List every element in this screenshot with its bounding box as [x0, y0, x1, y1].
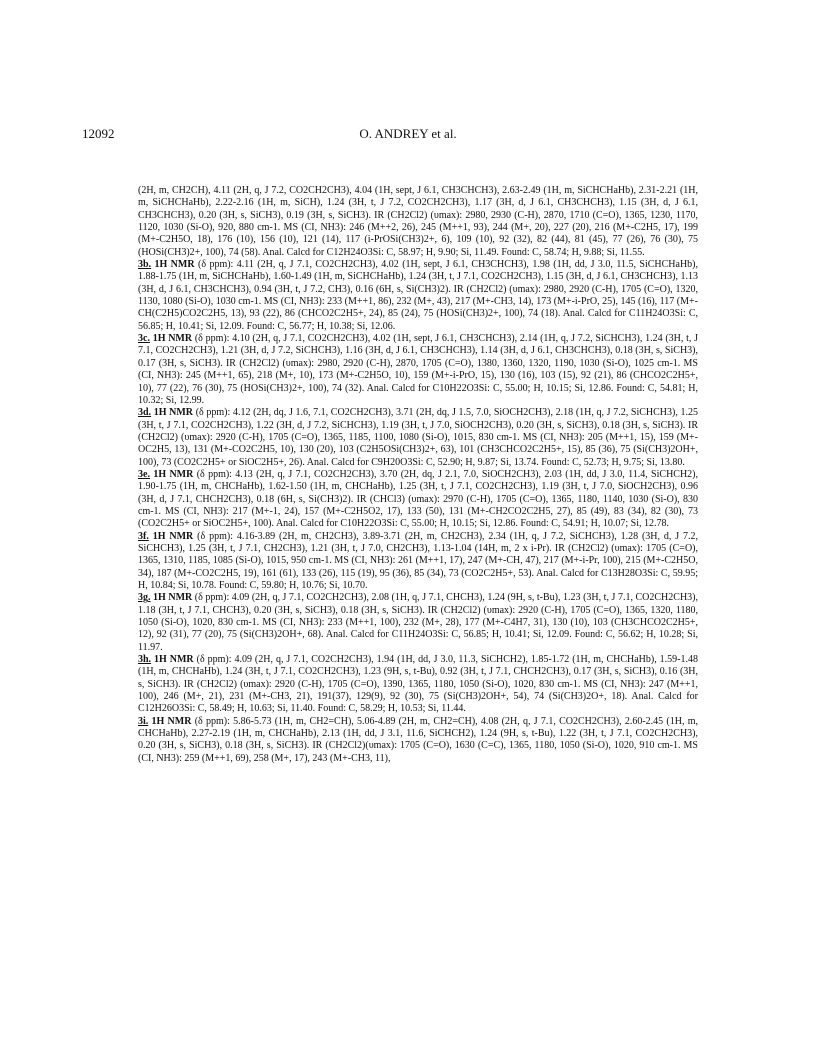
paragraph-3f	[138, 531, 698, 593]
paragraph-3d	[138, 407, 698, 469]
paragraph-text: (δ ppm): 4.12 (2H, dq, J 1.6, 7.1, CO2CH2CH3), 3.71 (2H, dq, J 1.5, 7.0, SiOCH2CH3), 2.18 (1H, q, J 7.2, SiCHCH3), 1.25 (3H, t, J 7.1, CO2CH2CH3), 1.22 (3H, d, J 7.2, SiCHCH3), 1.19 (3H, t, J 7.0, SiOCH2CH3), 0.20 (3H, s, SiCH3), 0.18 (3H, s, SiCH3). IR (CH2Cl2) (υmax): 2920 (C-H), 1705 (C=O), 1365, 1185, 1100, 1080 (Si-O), 1015, 830 cm-1. MS (CI, NH3): 205 (M++1, 15), 159 (M+-OC2H5, 13), 131 (M+-CO2C2H5, 10), 130 (20), 103 (C2H5OSi(CH3)2+, 63), 101 (CH3CHCO2C2H5+, 15), 85 (36), 75 (Si(CH3)2OH+, 100), 73 (CO2C2H5+ or SiOC2H5+, 26). Anal. Calcd for C9H20O3Si: C, 52.90; H, 9.87; Si, 13.74. Found: C, 52.73; H, 9.75; Si, 13.80.	[138, 407, 698, 468]
running-head: O. ANDREY et al.	[359, 126, 457, 141]
compound-id: 3g.	[138, 592, 151, 604]
nmr-label: 1H NMR	[153, 468, 194, 480]
page-header	[82, 126, 734, 144]
paragraph-text: (δ ppm): 5.86-5.73 (1H, m, CH2=CH), 5.06-4.89 (2H, m, CH2=CH), 4.08 (2H, q, J 7.1, CO2CH2CH3), 2.60-2.45 (1H, m, CHCHaHb), 2.27-2.19 (1H, m, CHCHaHb), 2.13 (1H, dd, J 3.1, 11.6, SiCHCH2), 1.24 (9H, s, t-Bu), 1.22 (3H, t, J 7.1, CO2CH2CH3), 0.20 (3H, s, SiCH3), 0.18 (3H, s, SiCH3). IR (CH2Cl2)(υmax): 1705 (C=O), 1630 (C=C), 1365, 1180, 1050 (Si-O), 1020, 910 cm-1. MS (CI, NH3): 259 (M++1, 69), 258 (M+, 17), 243 (M+-CH3, 11),	[138, 715, 698, 764]
compound-id: 3f.	[138, 530, 149, 542]
paragraph-3g	[138, 592, 698, 654]
paragraph-text: (δ ppm): 4.10 (2H, q, J 7.1, CO2CH2CH3), 4.02 (1H, sept, J 6.1, CH3CHCH3), 2.14 (1H, q, J 7.2, SiCHCH3), 1.24 (3H, t, J 7.1, CO2CH2CH3), 1.21 (3H, d, J 7.2, SiCHCH3), 1.16 (3H, d, J 6.1, CH3CHCH3), 1.14 (3H, d, J 6.1, CH3CHCH3), 0.18 (3H, s, SiCH3), 0.17 (3H, s, SiCH3). IR (CH2Cl2) (υmax): 2980, 2920 (C-H), 2870, 1705 (C=O), 1380, 1360, 1320, 1190, 1030 (Si-O), 1025 cm-1. MS (CI, NH3): 245 (M++1, 65), 218 (M+, 10), 173 (M+-C2H5O, 10), 159 (M+-i-PrO, 15), 130 (16), 103 (15), 92 (21), 86 (CHCO2C2H5+, 10), 77 (22), 76 (30), 75 (HOSi(CH3)2+, 100), 74 (32). Anal. Calcd for C10H22O3Si: C, 55.00; H, 10.15; Si, 12.86. Found: C, 54.81; H, 10.32; Si, 12.99.	[138, 333, 699, 406]
paragraph-text: (δ ppm): 4.09 (2H, q, J 7.1, CO2CH2CH3), 2.08 (1H, q, J 7.1, CHCH3), 1.24 (9H, s, t-Bu), 1.23 (3H, t, J 7.1, CO2CH2CH3), 1.18 (3H, t, J 7.1, CHCH3), 0.20 (3H, s, SiCH3), 0.18 (3H, s, SiCH3). IR (CH2Cl2) (υmax): 2920 (C-H), 1705 (C=O), 1365, 1320, 1180, 1050 (Si-O), 1020, 830 cm-1. MS (CI, NH3): 233 (M++1, 100), 232 (M+, 28), 177 (M+-C4H7, 31), 130 (10), 103 (CH3CHCO2C2H5+, 12), 92 (31), 77 (20), 75 (Si(CH3)2OH+, 68). Anal. Calcd for C11H24O3Si: C, 56.85; H, 10.41; Si, 12.09. Found: C, 56.62; H, 10.28; Si, 11.97.	[138, 592, 698, 653]
paragraph-3e	[138, 469, 698, 531]
paragraph-3h	[138, 654, 698, 716]
nmr-label: 1H NMR	[152, 530, 194, 542]
paragraph-text: (δ ppm): 4.09 (2H, q, J 7.1, CO2CH2CH3), 1.94 (1H, dd, J 3.0, 11.3, SiCHCH2), 1.85-1.72 (1H, m, CHCHaHb), 1.59-1.48 (1H, m, CHCHaHb), 1.24 (3H, t, J 7.1, CO2CH2CH3), 1.23 (9H, s, t-Bu), 0.92 (3H, t, J 7.1, CHCH2CH3), 0.17 (3H, s, SiCH3), 0.16 (3H, s, SiCH3). IR (CH2Cl2) (υmax): 2920 (C-H), 1705 (C=O), 1390, 1365, 1180, 1050 (Si-O), 1020, 830 cm-1. MS (CI, NH3): 247 (M++1, 100), 246 (M+, 21), 231 (M+-CH3, 21), 191(37), 129(9), 92 (30), 75 (Si(CH3)2OH+, 54), 74 (Si(CH3)2O+, 18). Anal. Calcd for C12H26O3Si: C, 58.49; H, 10.63; Si, 11.40. Found: C, 58.29; H, 10.53; Si, 11.44.	[138, 654, 699, 715]
nmr-label: 1H NMR	[154, 259, 195, 271]
compound-id: 3d.	[138, 407, 152, 419]
paragraph-3b	[138, 259, 698, 333]
compound-id: 3b.	[138, 259, 152, 271]
nmr-label: 1H NMR	[153, 407, 194, 419]
compound-id: 3e.	[138, 468, 150, 480]
paragraph-3i	[138, 716, 698, 765]
compound-id: 3c.	[138, 333, 150, 345]
paragraph-text: (δ ppm): 4.13 (2H, q, J 7.1, CO2CH2CH3), 3.70 (2H, dq, J 2.1, 7.0, SiOCH2CH3), 2.03 (1H, dd, J 3.0, 11.4, SiCHCH2), 1.90-1.75 (1H, m, CHCHaHb), 1.62-1.50 (1H, m, CHCHaHb), 1.25 (3H, t, J 7.1, CO2CH2CH3), 1.19 (3H, t, J 7.0, SiOCH2CH3), 0.96 (3H, d, J 7.1, CHCH2CH3), 0.18 (6H, s, Si(CH3)2). IR (CHCl3) (υmax): 2970 (C-H), 1705 (C=O), 1365, 1180, 1140, 1030 (Si-O), 830 cm-1. MS (CI, NH3): 217 (M+-1, 24), 157 (M+-C2H5O2, 17), 133 (50), 131 (M+-CH2CO2C2H5, 27), 85 (49), 83 (34), 82 (30), 73 (CO2C2H5+ or SiOC2H5+, 100). Anal. Calcd for C10H22O3Si: C, 55.00; H, 10.15; Si, 12.86. Found: C, 54.91; H, 10.07; Si, 12.78.	[138, 468, 699, 530]
paragraph-3a-continuation	[138, 185, 698, 259]
experimental-data-body	[138, 185, 698, 765]
nmr-label: 1H NMR	[152, 333, 193, 345]
nmr-label: 1H NMR	[151, 715, 192, 727]
paragraph-3c	[138, 333, 698, 407]
compound-id: 3i.	[138, 715, 149, 727]
nmr-label: 1H NMR	[154, 654, 194, 666]
page-number: 12092	[82, 126, 115, 141]
paragraph-text: (δ ppm): 4.11 (2H, q, J 7.1, CO2CH2CH3), 4.02 (1H, sept, J 6.1, CH3CHCH3), 1.98 (1H, dd, J 3.0, 11.5, SiCHCHaHb), 1.88-1.75 (1H, m, SiCHCHaHb), 1.60-1.49 (1H, m, SiCHCHaHb), 1.24 (3H, t, J 7.1, CO2CH2CH3), 1.15 (3H, d, J 6.1, CH3CHCH3), 1.13 (3H, d, J 6.1, CH3CHCH3), 0.94 (3H, t, J 7.2, CH3), 0.16 (6H, s, Si(CH3)2). IR (CH2Cl2) (υmax): 2980, 2920 (C-H), 1705 (C=O), 1320, 1130, 1080 (Si-O), 1030 cm-1. MS (CI, NH3): 233 (M++1, 86), 232 (M+, 43), 217 (M+-CH3, 14), 173 (M+-i-PrO, 25), 145 (16), 117 (M+-CH(C2H5)CO2C2H5, 13), 93 (22), 86 (CHCO2C2H5+, 24), 85 (24), 75 (HOSi(CH3)2+, 100), 74 (18). Anal. Calcd for C11H24O3Si: C, 56.85; H, 10.41; Si, 12.09. Found: C, 56.77; H, 10.38; Si, 12.06.	[138, 259, 699, 332]
paragraph-text: (δ ppm): 4.16-3.89 (2H, m, CH2CH3), 3.89-3.71 (2H, m, CH2CH3), 2.34 (1H, q, J 7.2, SiCHCH3), 1.28 (3H, d, J 7.2, SiCHCH3), 1.25 (3H, t, J 7.1, CH2CH3), 1.21 (3H, t, J 7.0, CH2CH3), 1.13-1.04 (14H, m, 2 x i-Pr). IR (CH2Cl2) (υmax): 1705 (C=O), 1365, 1310, 1185, 1085 (Si-O), 1015, 950 cm-1. MS (CI, NH3): 261 (M++1, 17), 247 (M+-CH, 47), 217 (M+-i-Pr, 100), 215 (M+-C2H5O, 34), 187 (M+-CO2C2H5, 19), 161 (61), 133 (26), 115 (19), 95 (36), 85 (34), 73 (CO2C2H5+, 53). Anal. Calcd for C13H28O3Si: C, 59.95; H, 10.84; Si, 10.78. Found: C, 59.80; H, 10.76; Si, 10.70.	[138, 530, 699, 591]
paragraph-text: (2H, m, CH2CH), 4.11 (2H, q, J 7.2, CO2CH2CH3), 4.04 (1H, sept, J 6.1, CH3CHCH3), 2.63-2.49 (1H, m, SiCHCHaHb), 2.31-2.21 (1H, m, SiCHCHaHb), 2.22-2.16 (1H, m, SiCH), 1.24 (3H, t, J 7.2, CO2CH2CH3), 1.17 (3H, d, J 6.1, CH3CHCH3), 1.15 (3H, d, J 6.1, CH3CHCH3), 0.20 (3H, s, SiCH3), 0.19 (3H, s, SiCH3). IR (CH2Cl2) (υmax): 2980, 2930 (C-H), 2870, 1710 (C=O), 1365, 1230, 1170, 1120, 1030 (Si-O), 920, 880 cm-1. MS (CI, NH3): 246 (M++2, 26), 245 (M++1, 93), 244 (M+, 20), 227 (20), 216 (M+-C2H5, 17), 199 (M+-C2H5O, 18), 176 (10), 156 (10), 121 (14), 117 (i-PrOSi(CH3)2+, 6), 109 (10), 92 (32), 82 (44), 81 (45), 77 (26), 76 (30), 75 (HOSi(CH3)2+, 100), 74 (58). Anal. Calcd for C12H24O3Si: C, 58.97; H, 9.90; Si, 11.49. Found: C, 58.74; H, 9.88; Si, 11.55.	[138, 185, 698, 258]
nmr-label: 1H NMR	[153, 592, 193, 604]
compound-id: 3h.	[138, 654, 152, 666]
